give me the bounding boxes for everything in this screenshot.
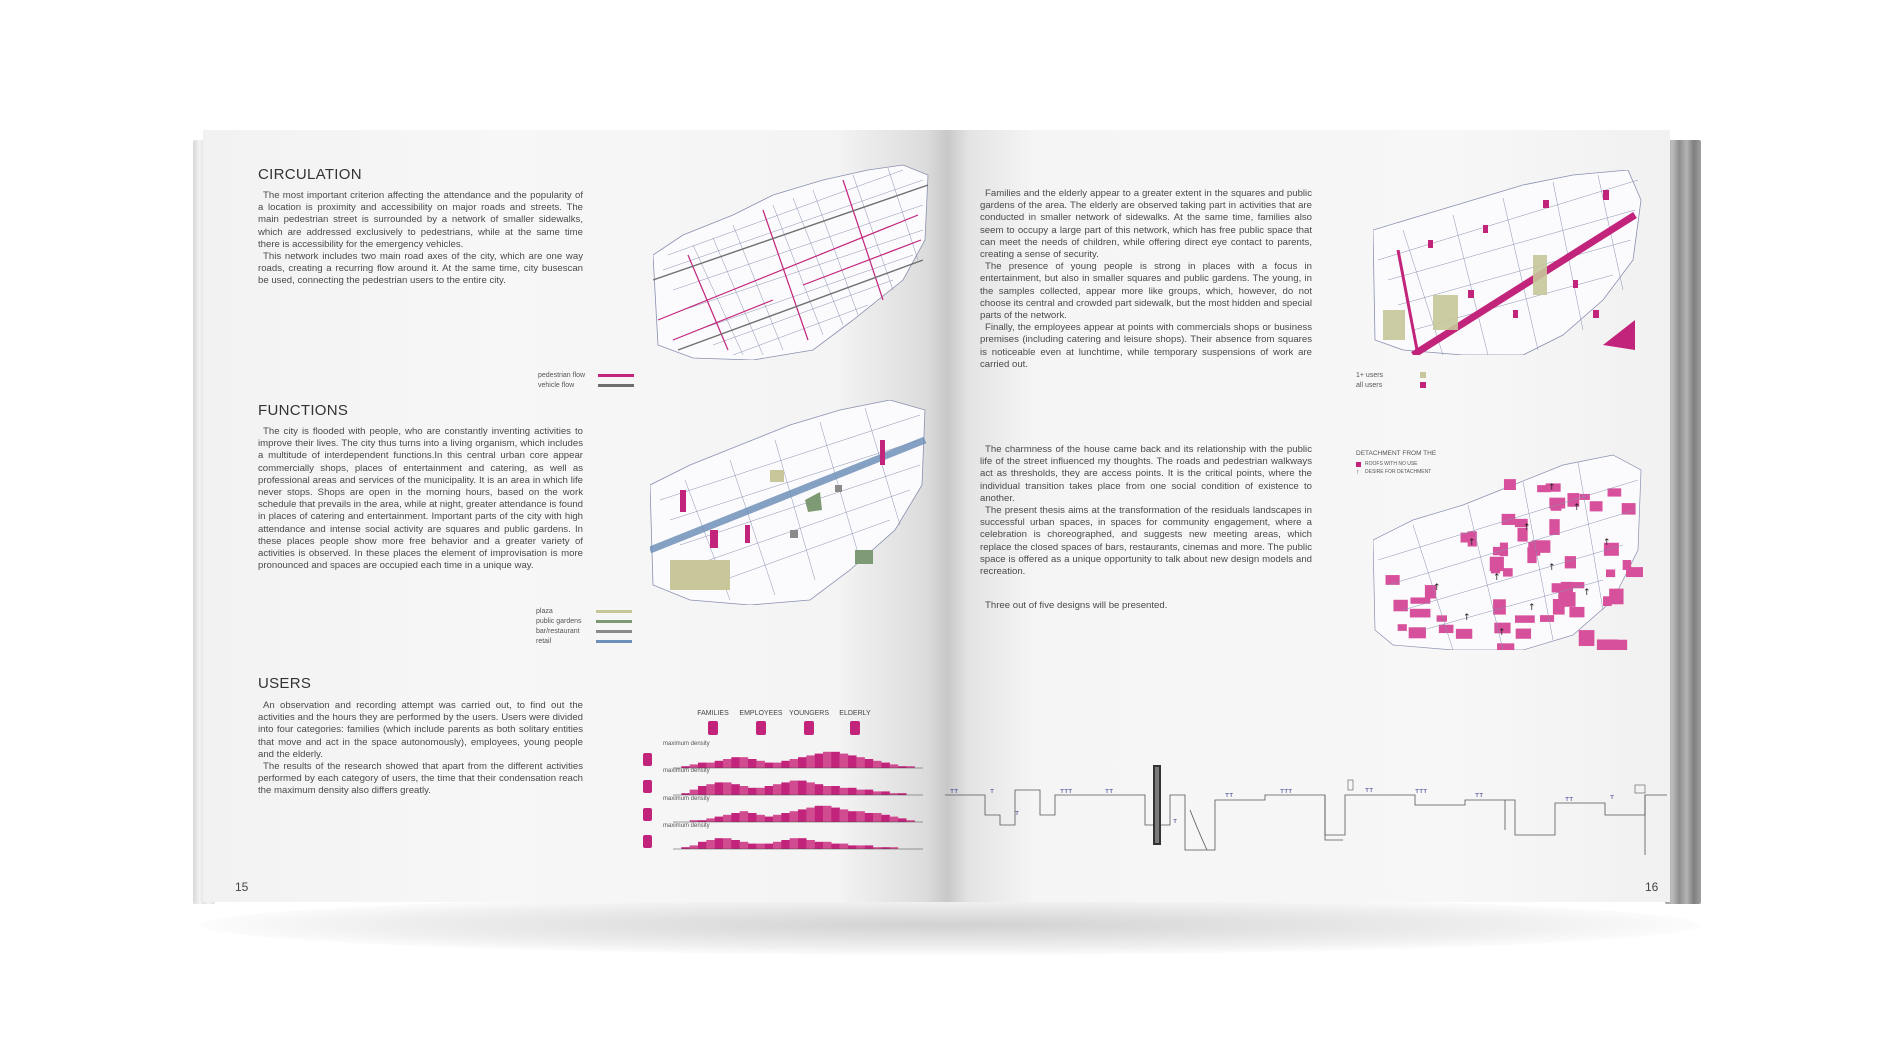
family-icon (708, 721, 718, 735)
circulation-heading: CIRCULATION (258, 166, 362, 183)
density-bar (723, 815, 732, 822)
density-label: maximum density (663, 768, 710, 774)
density-bar (831, 844, 840, 849)
roof-block (1527, 547, 1536, 563)
employee-icon (643, 780, 652, 793)
density-bar (848, 811, 857, 822)
density-bar (806, 840, 815, 849)
thesis-text (980, 444, 1312, 578)
page-edges-right (1665, 140, 1701, 904)
roof-block (1565, 556, 1576, 568)
density-bar (831, 786, 840, 795)
legend-label: bar/restaurant (536, 627, 580, 635)
legend-label: 1+ users (1356, 371, 1384, 379)
roof-block (1490, 557, 1504, 571)
density-bar (756, 761, 765, 768)
density-bar (865, 813, 874, 822)
density-bar (748, 788, 757, 795)
density-bar (856, 811, 865, 822)
roof-block (1516, 629, 1531, 639)
density-bar (765, 763, 774, 768)
users-heading: USERS (258, 675, 312, 692)
density-bar (873, 813, 882, 822)
legend-swatch (1420, 382, 1426, 388)
circulation-text (258, 190, 583, 288)
density-bar (831, 752, 840, 768)
paragraph: Families and the elderly appear to a greater extent in the squares and public gardens of the area. The elderly are observed taking part in activities that are conducted in smaller network of sidewalks. At the same time, families also seem to occupy a large part of this network, which has free public space that can meet the needs of children, while offering direct eye contact to parents, creating a sense of security. (980, 188, 1312, 261)
density-bar (731, 757, 740, 768)
users-map-legend (1356, 370, 1426, 390)
svg-text:↑: ↑ (1528, 603, 1536, 613)
employee-icon (756, 721, 766, 735)
legend-swatch (598, 384, 634, 387)
legend-label: pedestrian flow (538, 371, 586, 379)
paragraph: An observation and recording attempt was carried out, to find out the activities and the hours they are performed by the users. Users were divided into four categories: families (which include parents as both solitary entities that move and act in the space autonomously), employees, young people and the elderly. (258, 700, 583, 760)
density-bar (873, 791, 882, 795)
density-bar (806, 808, 815, 822)
legend-item (1356, 380, 1426, 390)
density-bar (890, 764, 899, 768)
users-density-chart (643, 710, 933, 860)
svg-text:ᴛᴛᴛ: ᴛᴛᴛ (1415, 787, 1428, 795)
roof-block (1622, 503, 1636, 515)
paragraph: The results of the research showed that apart from the different activities performed by each category of users, the time that their condensation reach the maximum density also differs greatly. (258, 761, 583, 797)
legend-label: DESIRE FOR DETACHMENT (1365, 469, 1432, 475)
density-bar (815, 754, 824, 768)
density-bar (798, 809, 807, 822)
density-bar (790, 759, 799, 768)
density-bar (881, 763, 890, 768)
roof-block (1540, 615, 1554, 622)
roof-block (1623, 560, 1631, 570)
density-label: maximum density (663, 741, 710, 747)
users-text (258, 700, 583, 798)
paragraph: The presence of young people is strong in places with a focus in entertainment, but also in smaller squares and public gardens. The young, in the samples collected, appear more like groups, which, however, do not choose its central and crowded part sidewalk, but the most hidden and special parts of the network. (980, 261, 1312, 322)
roof-block (1497, 643, 1514, 650)
density-label: maximum density (663, 823, 710, 829)
density-bar (706, 763, 715, 768)
density-bar (690, 764, 699, 768)
svg-text:ᴛᴛ: ᴛᴛ (1365, 786, 1374, 794)
density-bar (740, 842, 749, 849)
density-bar (723, 838, 732, 849)
legend-label: ROOFS WITH NO USE (1365, 461, 1418, 467)
paragraph: The charmness of the house came back and its relationship with the public life of the street influenced my thoughts. The roads and pedestrian walkways act as thresholds, they are access points. It is the critical points, where the individual transition takes place from one social condition of existence to another. (980, 444, 1312, 504)
density-bar (781, 782, 790, 795)
roof-block (1502, 514, 1516, 525)
legend-item (538, 370, 634, 380)
density-bar (856, 845, 865, 849)
density-bar (740, 786, 749, 795)
category-label: ELDERLY (839, 710, 871, 717)
svg-text:ᴛ: ᴛ (990, 787, 995, 795)
density-bar (740, 811, 749, 822)
roof-block (1398, 624, 1407, 631)
left-page (203, 130, 948, 902)
density-bar (790, 781, 799, 795)
density-bar (706, 840, 715, 849)
density-bar (806, 782, 815, 795)
svg-text:ᴛᴛᴛ: ᴛᴛᴛ (1280, 787, 1293, 795)
density-bar (690, 790, 699, 795)
detachment-map (1373, 450, 1643, 650)
density-bar (765, 786, 774, 795)
svg-text:↑: ↑ (1433, 583, 1441, 593)
density-bar (690, 845, 699, 849)
category-label: YOUNGERS (788, 710, 830, 717)
closing-line (980, 600, 1312, 612)
density-bar (823, 752, 832, 768)
legend-item (538, 380, 634, 390)
svg-text:↑: ↑ (1548, 563, 1556, 573)
density-bar (731, 813, 740, 822)
legend-item (536, 636, 632, 646)
functions-legend (536, 606, 632, 646)
density-bar (740, 757, 749, 768)
arrow-up-icon: ↑ (1356, 468, 1360, 476)
density-bar (856, 757, 865, 768)
density-bar (840, 754, 849, 768)
density-bar (698, 842, 707, 849)
density-bar (715, 817, 724, 822)
roof-block (1569, 607, 1584, 617)
density-bar (790, 838, 799, 849)
density-bar (773, 763, 782, 768)
density-bar (898, 818, 907, 822)
density-bar (756, 788, 765, 795)
density-bar (715, 782, 724, 795)
svg-text:↑: ↑ (1523, 523, 1531, 533)
roof-block (1456, 629, 1472, 639)
paragraph: Finally, the employees appear at points with commercials shops or business premises (including catering and leisure shops). Their absence from squares is noticeable even at lunchtime, while temporary suspensions of work are carried out. (980, 322, 1312, 370)
density-bar (798, 757, 807, 768)
legend-item (536, 616, 632, 626)
category-label: FAMILIES (697, 710, 729, 717)
roof-block (1606, 569, 1615, 577)
roof-block (1558, 592, 1575, 607)
density-bar (715, 761, 724, 768)
family-icon (643, 753, 652, 766)
roof-block (1493, 599, 1506, 614)
density-bar (698, 763, 707, 768)
street-section-drawing (945, 755, 1667, 855)
density-bar (765, 844, 774, 849)
density-bar (748, 813, 757, 822)
roof-block (1409, 627, 1426, 638)
svg-text:↑: ↑ (1573, 503, 1581, 513)
paragraph: The most important criterion affecting the attendance and the popularity of a location is proximity and accessibility on major roads and streets. The main pedestrian street is surrounded by a network of smaller sidewalks, which are addressed exclusively to pedestrians, while at the same time there is accessibility for the emergency vehicles. (258, 190, 583, 250)
density-bar (848, 755, 857, 768)
roof-block (1608, 488, 1622, 496)
svg-text:↑: ↑ (1463, 613, 1471, 623)
functions-heading: FUNCTIONS (258, 402, 349, 419)
svg-text:ᴛᴛ: ᴛᴛ (1475, 791, 1484, 799)
elderly-icon (643, 835, 652, 848)
legend-swatch (1420, 372, 1426, 378)
density-bar (881, 815, 890, 822)
density-plot (663, 746, 928, 856)
roof-block (1579, 630, 1595, 646)
functions-text (258, 426, 583, 572)
density-bar (706, 784, 715, 795)
density-bar (881, 791, 890, 795)
svg-text:↑: ↑ (1603, 538, 1611, 548)
circulation-map (653, 160, 931, 360)
roof-block (1437, 615, 1447, 621)
density-bar (756, 815, 765, 822)
legend-swatch (596, 640, 632, 643)
density-bar (773, 815, 782, 822)
page-number-left: 15 (235, 880, 249, 894)
young-icon (643, 808, 652, 821)
density-bar (748, 759, 757, 768)
legend-swatch (596, 630, 632, 633)
roof-block (1590, 501, 1603, 511)
legend-label: all users (1356, 381, 1383, 389)
paragraph: Three out of five designs will be presented. (985, 600, 1168, 611)
svg-text:ᴛ: ᴛ (1610, 793, 1615, 801)
roof-block (1549, 519, 1559, 535)
legend-swatch (598, 374, 634, 377)
density-bar (698, 786, 707, 795)
density-bar (815, 842, 824, 849)
density-bar (873, 761, 882, 768)
svg-text:↑: ↑ (1493, 573, 1501, 583)
roof-block (1500, 543, 1508, 557)
density-bar (823, 786, 832, 795)
elderly-icon (850, 721, 860, 735)
density-bar (781, 761, 790, 768)
density-bar (781, 840, 790, 849)
legend-item (536, 606, 632, 616)
density-bar (823, 806, 832, 822)
density-bar (723, 759, 732, 768)
roof-block (1580, 494, 1590, 500)
density-bar (798, 838, 807, 849)
density-bar (865, 759, 874, 768)
svg-text:↑: ↑ (1548, 483, 1556, 493)
detachment-title: DETACHMENT FROM THE (1356, 450, 1437, 457)
roof-block (1410, 609, 1431, 618)
square-icon (1356, 462, 1361, 467)
svg-text:ᴛᴛᴛ: ᴛᴛᴛ (1060, 787, 1073, 795)
density-bar (773, 842, 782, 849)
young-icon (804, 721, 814, 735)
functions-map (650, 400, 928, 605)
density-bar (823, 842, 832, 849)
svg-text:ᴛᴛ: ᴛᴛ (1105, 787, 1114, 795)
paragraph: The city is flooded with people, who are constantly inventing activities to improve their lives. The city thus turns into a living organism, which includes a multitude of interdependent functions.In this central urban core appear commercially shops, places of entertainment and catering, as well as professional areas and services of the municipality. It is an area in which life never stops. Shops are open in the morning hours, based on the work schedule that prevails in the area, while at night, greater attendance is found in places of catering and entertainment. Important parts of the city with high attendance and intense social activity are squares and public gardens. In these places people show more free behavior and a greater variety of activities is observed. In these places the element of improvisation is more pronounced and spaces are occupied each time in a unique way. (258, 426, 583, 572)
legend-swatch (596, 620, 632, 623)
legend-label: plaza (536, 607, 553, 615)
paragraph: The present thesis aims at the transformation of the residuals landscapes in successful urban spaces, in spaces for community engagement, where a celebration is choreographed, and suggests new meeting areas, which replace the closed spaces of bars, restaurants, cinemas and more. The public space is offered as a unique opportunity to talk about new design models and recreation. (980, 505, 1312, 578)
roof-block (1393, 600, 1407, 612)
roof-block (1617, 640, 1627, 650)
density-bar (773, 784, 782, 795)
svg-text:↑: ↑ (1498, 628, 1506, 638)
density-bar (848, 788, 857, 795)
roof-block (1603, 596, 1612, 606)
svg-text:ᴛᴛ: ᴛᴛ (950, 787, 959, 795)
density-bar (765, 817, 774, 822)
circulation-legend (538, 370, 634, 390)
density-bar (748, 844, 757, 849)
density-bar (781, 813, 790, 822)
density-bar (856, 790, 865, 795)
roof-block (1597, 639, 1618, 650)
legend-item (1356, 370, 1426, 380)
users-map (1373, 170, 1643, 355)
density-bar (840, 844, 849, 849)
legend-label: retail (536, 637, 552, 645)
book-shadow (200, 895, 1700, 955)
density-bar (731, 784, 740, 795)
roof-block (1503, 568, 1513, 576)
density-bar (790, 811, 799, 822)
density-bar (840, 788, 849, 795)
density-bar (848, 845, 857, 849)
svg-text:↑: ↑ (1468, 538, 1476, 548)
density-bar (890, 817, 899, 822)
users-discussion-text (980, 188, 1312, 371)
svg-text:ᴛᴛ: ᴛᴛ (1565, 795, 1574, 803)
density-bar (798, 781, 807, 795)
density-bar (865, 790, 874, 795)
roof-block (1515, 615, 1535, 622)
paragraph: This network includes two main road axes of the city, which are one way roads, creating a recurring flow around it. At the same time, city busescan be used, connecting the pedestrian users to the entire city. (258, 251, 583, 287)
density-label: maximum density (663, 796, 710, 802)
density-bar (731, 840, 740, 849)
density-bar (706, 818, 715, 822)
page-number-right: 16 (1645, 880, 1659, 894)
svg-text:ᴛᴛ: ᴛᴛ (1225, 791, 1234, 799)
density-bar (865, 845, 874, 849)
density-bar (815, 806, 824, 822)
svg-text:↑: ↑ (1583, 588, 1591, 598)
legend-item (536, 626, 632, 636)
legend-swatch (596, 610, 632, 613)
svg-text:ᴛ: ᴛ (1015, 809, 1020, 817)
density-bar (806, 755, 815, 768)
density-bar (715, 838, 724, 849)
legend-label: public gardens (536, 617, 582, 625)
category-label: EMPLOYEES (739, 710, 783, 717)
density-bar (756, 844, 765, 849)
svg-text:ᴛ: ᴛ (1173, 817, 1178, 825)
density-bar (840, 809, 849, 822)
roof-block (1504, 479, 1516, 490)
density-bar (831, 808, 840, 822)
density-bar (723, 782, 732, 795)
density-bar (815, 784, 824, 795)
legend-label: vehicle flow (538, 381, 575, 389)
